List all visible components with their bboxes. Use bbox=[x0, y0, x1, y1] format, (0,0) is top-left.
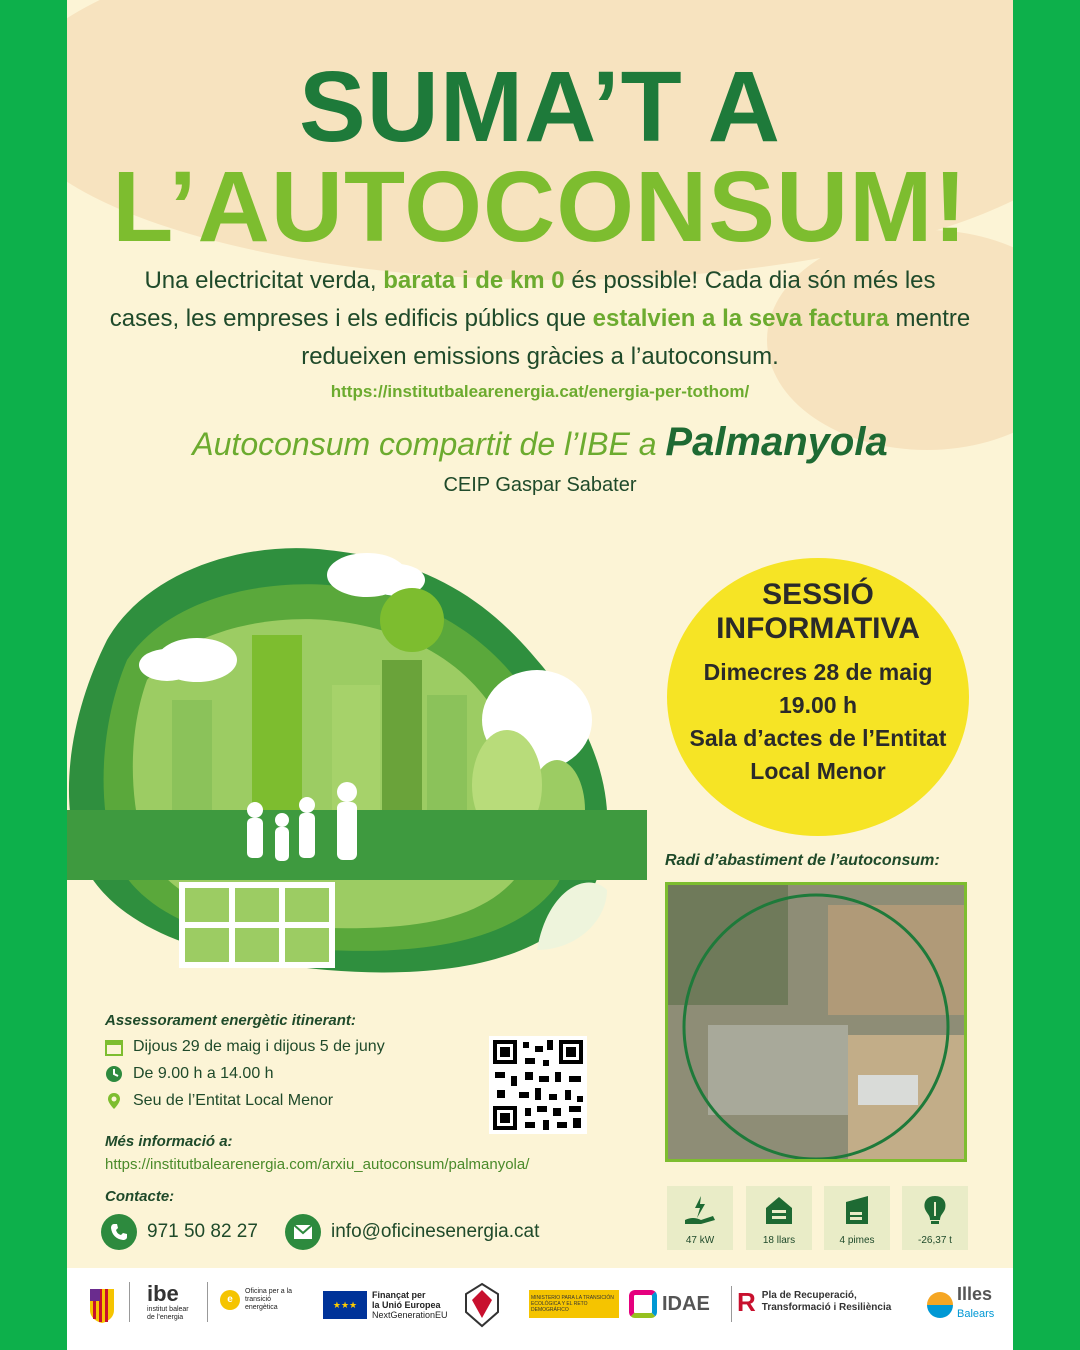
plan-logo: R Pla de Recuperació, Transformació i Resiliència bbox=[737, 1287, 892, 1317]
more-info-block bbox=[105, 1133, 529, 1173]
illes-balears-icon bbox=[927, 1292, 953, 1318]
stat-homes: 18 llars bbox=[746, 1186, 812, 1250]
stat-power: 47 kW bbox=[667, 1186, 733, 1250]
eu-logo: ★★★ Finançat per la Unió Europea NextGenerationEU bbox=[323, 1290, 448, 1320]
location-pin-icon bbox=[105, 1092, 127, 1110]
phone-icon bbox=[101, 1214, 137, 1250]
eu-flag-icon: ★★★ bbox=[323, 1291, 367, 1319]
session-place-2: Local Menor bbox=[750, 758, 886, 784]
contact-heading: Contacte: bbox=[105, 1188, 175, 1205]
advice-dates: Dijous 29 de maig i dijous 5 de juny bbox=[133, 1037, 385, 1055]
energy-hand-icon bbox=[683, 1194, 717, 1226]
plan-r-icon: R bbox=[737, 1287, 756, 1317]
illes-balears-logo: Illes Balears bbox=[927, 1286, 994, 1323]
more-info-heading: Més informació a: bbox=[105, 1133, 233, 1150]
phone-contact[interactable] bbox=[101, 1214, 258, 1250]
bulb-icon bbox=[918, 1194, 952, 1226]
poster bbox=[67, 0, 1013, 1350]
mail-icon bbox=[285, 1214, 321, 1250]
project-subtitle: Autoconsum compartit de l’IBE a Palmanyola bbox=[192, 420, 888, 464]
qr-code[interactable] bbox=[489, 1036, 587, 1134]
session-heading-1: SESSIÓ bbox=[762, 578, 874, 611]
session-date: Dimecres 28 de maig bbox=[703, 659, 933, 685]
session-place-1: Sala d’actes de l’Entitat bbox=[689, 725, 947, 751]
intro-text: Una electricitat verda, barata i de km 0 és possible! Cada dia són més les cases, les empreses i els edificis públics que estalvien a la seva factura mentre redueixen emissions gràcies a l’autoconsum. bbox=[109, 267, 971, 370]
map-caption: Radi d’abastiment de l’autoconsum: bbox=[665, 852, 940, 869]
ministerio-logo: MINISTERIO PARA LA TRANSICIÓN ECOLÓGICA Y EL RETO DEMOGRÁFICO bbox=[529, 1290, 619, 1318]
school-name: CEIP Gaspar Sabater bbox=[443, 474, 637, 496]
idae-logo: IDAE bbox=[629, 1290, 710, 1318]
info-session-badge bbox=[667, 558, 969, 836]
title-line-2: L’AUTOCONSUM! bbox=[112, 151, 968, 263]
balearic-shield-icon bbox=[89, 1288, 115, 1324]
advice-heading: Assessorament energètic itinerant: bbox=[105, 1012, 356, 1029]
oficina-e-icon: e bbox=[220, 1290, 240, 1310]
municipal-crest-icon bbox=[462, 1282, 502, 1330]
energy-url-link[interactable]: https://institutbalearenergia.cat/energia-per-tothom/ bbox=[330, 382, 750, 401]
session-heading-2: INFORMATIVA bbox=[716, 612, 920, 645]
more-info-link[interactable]: https://institutbalearenergia.com/arxiu_autoconsum/palmanyola/ bbox=[105, 1156, 530, 1173]
title-line-1: SUMA’T A bbox=[298, 51, 782, 163]
house-icon bbox=[762, 1194, 796, 1226]
sponsor-footer bbox=[67, 1268, 1013, 1350]
email-contact[interactable] bbox=[285, 1214, 539, 1250]
advice-hours: De 9.00 h a 14.00 h bbox=[133, 1064, 274, 1082]
oficina-logo: e Oficina per a la transició energètica bbox=[220, 1288, 305, 1312]
advice-location: Seu de l’Entitat Local Menor bbox=[133, 1091, 334, 1109]
stat-emissions: -26,37 t bbox=[902, 1186, 968, 1250]
phone-number: 971 50 82 27 bbox=[147, 1221, 258, 1242]
ibe-logo: ibe institut balear de l’energia bbox=[147, 1281, 189, 1321]
contact-block bbox=[105, 1188, 174, 1205]
calendar-icon bbox=[105, 1038, 127, 1056]
satellite-map bbox=[665, 882, 967, 1162]
session-time: 19.00 h bbox=[779, 692, 857, 718]
clock-icon bbox=[105, 1065, 127, 1083]
advice-block bbox=[105, 1012, 385, 1114]
stat-smes: 4 pimes bbox=[824, 1186, 890, 1250]
email-address: info@oficinesenergia.cat bbox=[331, 1221, 540, 1242]
eco-city-illustration bbox=[67, 530, 647, 990]
factory-icon bbox=[840, 1194, 874, 1226]
idae-icon bbox=[629, 1290, 657, 1318]
